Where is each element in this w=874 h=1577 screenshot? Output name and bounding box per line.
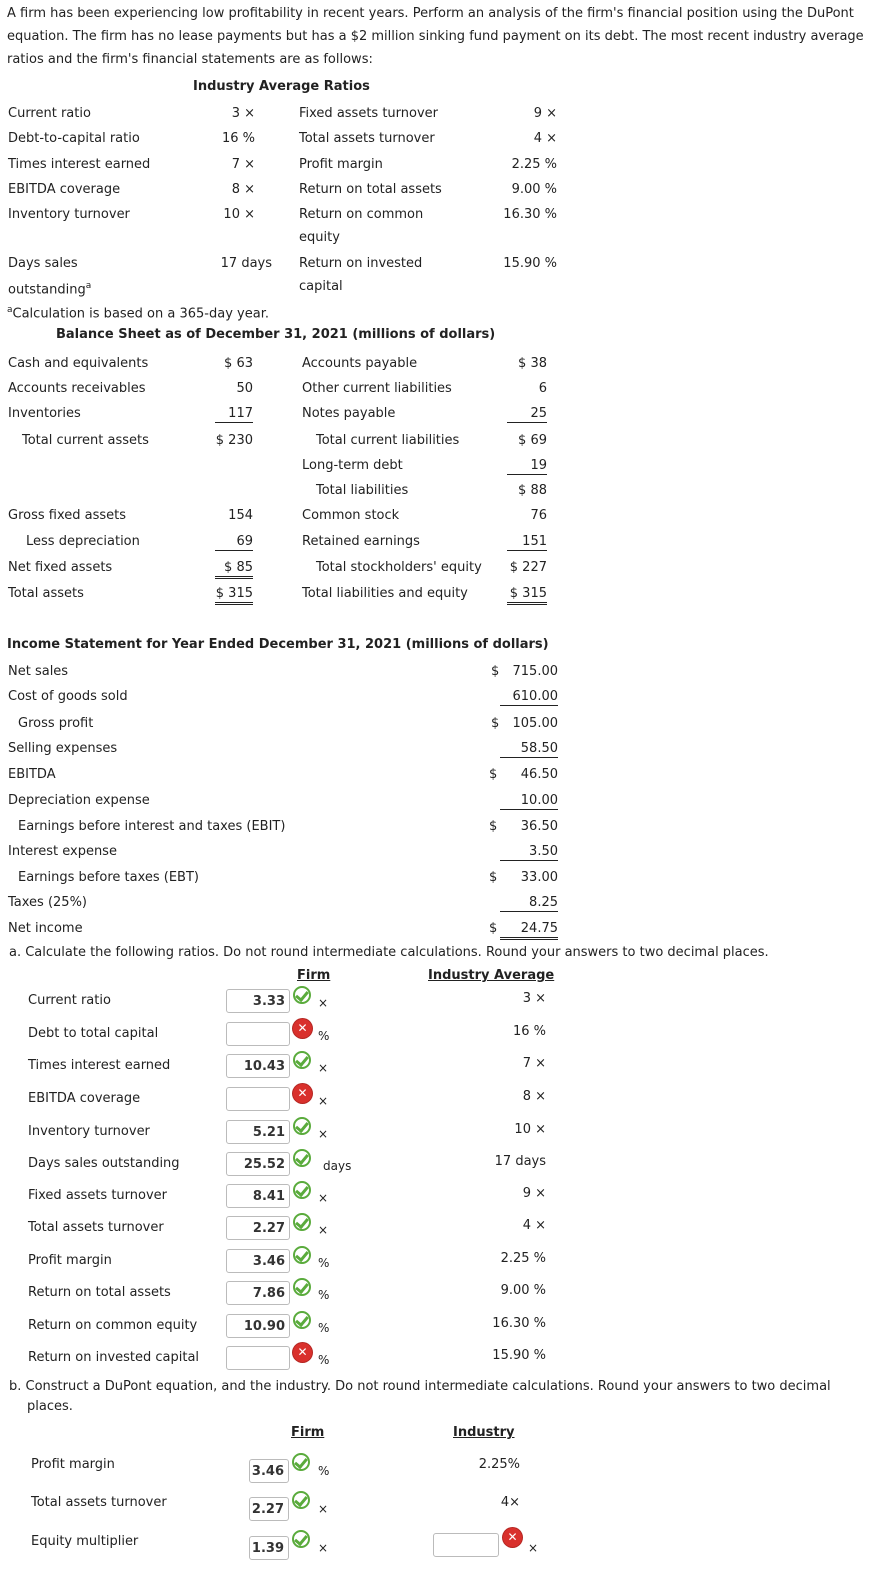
x-circle-icon: ✕ xyxy=(293,1019,312,1038)
balance-asset-value: $ 230 xyxy=(215,433,253,448)
answer-input[interactable]: 3.46 xyxy=(249,1459,289,1483)
balance-liability-label: Total liabilities and equity xyxy=(302,586,468,601)
ratio-value: 9 × xyxy=(533,106,557,121)
industry-value: 4× xyxy=(500,1495,520,1510)
income-row-value: 24.75 xyxy=(500,921,558,940)
industry-average-value: 2.25 % xyxy=(500,1251,546,1266)
balance-liability-label: Retained earnings xyxy=(302,534,420,549)
balance-asset-value: 50 xyxy=(236,381,253,396)
part-a-firm-header: Firm xyxy=(297,968,331,983)
part-a-instruction: a. Calculate the following ratios. Do not round intermediate calculations. Round your answers to two decimal places. xyxy=(9,945,769,960)
income-row-label: Net sales xyxy=(8,664,69,679)
balance-liability-value: $ 69 xyxy=(518,433,547,448)
answer-unit: × xyxy=(318,1191,329,1205)
ratio-label: Days sales xyxy=(8,256,78,271)
part-b-firm-header: Firm xyxy=(291,1425,325,1440)
part-a-industry-header: Industry Average xyxy=(428,968,555,983)
income-statement-title: Income Statement for Year Ended December 31, 2021 (millions of dollars) xyxy=(7,637,549,652)
industry-answer-input[interactable] xyxy=(433,1533,499,1557)
answer-unit: × xyxy=(318,1127,329,1141)
income-row-dollar: $ xyxy=(491,716,500,731)
answer-unit: % xyxy=(318,1321,330,1335)
industry-average-value: 3 × xyxy=(522,991,546,1006)
answer-input[interactable]: 25.52 xyxy=(226,1152,290,1176)
balance-asset-value: 69 xyxy=(215,534,253,551)
industry-value: 2.25% xyxy=(478,1457,520,1472)
answer-unit: × xyxy=(318,1502,329,1516)
income-row-dollar: $ xyxy=(489,870,498,885)
balance-liability-value: 151 xyxy=(507,534,547,551)
balance-liability-value: $ 88 xyxy=(518,483,547,498)
answer-unit: % xyxy=(318,1464,330,1478)
answer-input[interactable]: 8.41 xyxy=(226,1184,290,1208)
income-row-value: 46.50 xyxy=(520,767,558,782)
ratios-footnote: $^a$Calculation is based on a 365-day year. xyxy=(7,305,269,322)
ratio-label: outstanding$^a$ xyxy=(8,281,92,298)
ratio-value: 4 × xyxy=(533,131,557,146)
answer-input[interactable]: 3.46 xyxy=(226,1249,290,1273)
balance-asset-label: Accounts receivables xyxy=(8,381,146,396)
answer-input[interactable]: 2.27 xyxy=(226,1216,290,1240)
income-row-dollar: $ xyxy=(491,664,500,679)
ratio-value: 10 × xyxy=(223,207,255,222)
balance-asset-value: $ 85 xyxy=(215,560,253,579)
check-circle-icon xyxy=(293,986,311,1004)
part-b-row-label: Equity multiplier xyxy=(31,1534,139,1549)
balance-asset-label: Cash and equivalents xyxy=(8,356,149,371)
ratio-value: 17 days xyxy=(220,256,272,271)
ratio-label: Return on invested xyxy=(299,256,423,271)
check-circle-icon xyxy=(293,1311,311,1329)
income-row-value: 3.50 xyxy=(500,844,558,861)
balance-asset-label: Total assets xyxy=(8,586,84,601)
x-circle-icon: ✕ xyxy=(293,1343,312,1362)
income-row-label: Depreciation expense xyxy=(8,793,150,808)
part-a-row-label: Debt to total capital xyxy=(28,1026,159,1041)
answer-input[interactable]: 10.43 xyxy=(226,1054,290,1078)
income-row-value: 105.00 xyxy=(512,716,558,731)
balance-sheet-title: Balance Sheet as of December 31, 2021 (millions of dollars) xyxy=(56,327,496,342)
balance-liability-label: Total current liabilities xyxy=(316,433,460,448)
part-a-row-label: Return on total assets xyxy=(28,1285,171,1300)
balance-liability-label: Long-term debt xyxy=(302,458,403,473)
answer-input[interactable]: 2.27 xyxy=(249,1497,289,1521)
industry-average-value: 4 × xyxy=(522,1218,546,1233)
income-row-value: 33.00 xyxy=(520,870,558,885)
ratio-label: capital xyxy=(299,279,343,294)
x-circle-icon: ✕ xyxy=(503,1528,522,1547)
check-circle-icon xyxy=(293,1213,311,1231)
ratio-label: Return on common xyxy=(299,207,424,222)
part-a-row-label: Return on invested capital xyxy=(28,1350,200,1365)
part-a-row-label: Fixed assets turnover xyxy=(28,1188,168,1203)
part-a-row-label: Days sales outstanding xyxy=(28,1156,180,1171)
answer-unit: days xyxy=(323,1159,352,1173)
income-row-label: EBITDA xyxy=(8,767,56,782)
balance-asset-label: Net fixed assets xyxy=(8,560,113,575)
ratio-value: 9.00 % xyxy=(511,182,557,197)
balance-asset-label: Gross fixed assets xyxy=(8,508,127,523)
balance-asset-label: Total current assets xyxy=(22,433,149,448)
answer-input[interactable] xyxy=(226,1087,290,1111)
balance-liability-value: $ 38 xyxy=(518,356,547,371)
answer-unit: × xyxy=(318,1094,329,1108)
check-circle-icon xyxy=(292,1530,310,1548)
answer-unit: × xyxy=(318,1541,329,1555)
ratio-value: 2.25 % xyxy=(511,157,557,172)
industry-answer-unit: × xyxy=(528,1541,539,1555)
part-a-row-label: Return on common equity xyxy=(28,1318,198,1333)
industry-average-value: 16 % xyxy=(512,1024,546,1039)
check-circle-icon xyxy=(293,1149,311,1167)
ratio-label: Profit margin xyxy=(299,157,383,172)
ratio-value: 3 × xyxy=(231,106,255,121)
ratios-title: Industry Average Ratios xyxy=(193,79,370,94)
answer-unit: × xyxy=(318,1061,329,1075)
industry-average-value: 9 × xyxy=(522,1186,546,1201)
check-circle-icon xyxy=(292,1453,310,1471)
balance-liability-value: 25 xyxy=(507,406,547,423)
ratio-label: equity xyxy=(299,230,340,245)
problem-intro: A firm has been experiencing low profitability in recent years. Perform an analysis of the firm's financial position using the DuPont equation. The firm has no lease payments but has a $2 million sinking fund payment on its debt. The most recent industry average ratios and the firm's financial statements are as follows: xyxy=(7,6,864,67)
part-a-row-label: Inventory turnover xyxy=(28,1124,150,1139)
balance-asset-value: 117 xyxy=(215,406,253,423)
part-b-industry-header: Industry xyxy=(453,1425,515,1440)
answer-input[interactable]: 5.21 xyxy=(226,1120,290,1144)
check-circle-icon xyxy=(293,1051,311,1069)
income-row-value: 36.50 xyxy=(520,819,558,834)
income-row-label: Earnings before interest and taxes (EBIT) xyxy=(18,819,286,834)
industry-average-value: 9.00 % xyxy=(500,1283,546,1298)
income-row-value: 610.00 xyxy=(500,689,558,706)
ratio-label: Current ratio xyxy=(8,106,91,121)
answer-input[interactable]: 1.39 xyxy=(249,1536,289,1560)
balance-liability-label: Accounts payable xyxy=(302,356,418,371)
answer-unit: × xyxy=(318,996,329,1010)
income-row-value: 10.00 xyxy=(500,793,558,810)
check-circle-icon xyxy=(293,1278,311,1296)
balance-liability-value: $ 315 xyxy=(507,586,547,605)
balance-liability-label: Other current liabilities xyxy=(302,381,452,396)
balance-liability-label: Total liabilities xyxy=(316,483,409,498)
check-circle-icon xyxy=(292,1491,310,1509)
ratio-label: Inventory turnover xyxy=(8,207,130,222)
answer-unit: × xyxy=(318,1223,329,1237)
income-row-label: Net income xyxy=(8,921,83,936)
balance-asset-value: $ 315 xyxy=(215,586,253,605)
ratio-label: EBITDA coverage xyxy=(8,182,121,197)
industry-average-value: 17 days xyxy=(494,1154,546,1169)
part-a-row-label: EBITDA coverage xyxy=(28,1091,141,1106)
industry-average-value: 7 × xyxy=(522,1056,546,1071)
industry-average-value: 10 × xyxy=(514,1122,546,1137)
industry-average-value: 16.30 % xyxy=(492,1316,546,1331)
ratio-label: Fixed assets turnover xyxy=(299,106,439,121)
income-row-dollar: $ xyxy=(489,921,498,936)
answer-input[interactable]: 7.86 xyxy=(226,1281,290,1305)
answer-unit: % xyxy=(318,1256,330,1270)
industry-average-value: 8 × xyxy=(522,1089,546,1104)
balance-asset-value: 154 xyxy=(228,508,253,523)
part-b-instruction-line2: places. xyxy=(27,1399,73,1414)
income-row-label: Gross profit xyxy=(18,716,94,731)
part-b-instruction-line1: b. Construct a DuPont equation, and the industry. Do not round intermediate calculations. Round your answers to two decimal xyxy=(9,1379,831,1394)
income-row-value: 58.50 xyxy=(500,741,558,758)
income-row-label: Cost of goods sold xyxy=(8,689,128,704)
part-a-row-label: Total assets turnover xyxy=(28,1220,164,1235)
part-b-row-label: Profit margin xyxy=(31,1457,115,1472)
ratio-value: 7 × xyxy=(231,157,255,172)
balance-liability-value: $ 227 xyxy=(509,560,547,575)
ratio-value: 15.90 % xyxy=(503,256,557,271)
answer-input[interactable]: 10.90 xyxy=(226,1314,290,1338)
answer-input[interactable]: 3.33 xyxy=(226,989,290,1013)
answer-unit: % xyxy=(318,1288,330,1302)
income-row-value: 715.00 xyxy=(512,664,558,679)
balance-asset-label: Inventories xyxy=(8,406,81,421)
x-circle-icon: ✕ xyxy=(293,1084,312,1103)
industry-average-value: 15.90 % xyxy=(492,1348,546,1363)
balance-asset-value: $ 63 xyxy=(224,356,253,371)
check-circle-icon xyxy=(293,1117,311,1135)
ratio-label: Debt-to-capital ratio xyxy=(8,131,140,146)
income-row-value: 8.25 xyxy=(500,895,558,912)
ratio-label: Total assets turnover xyxy=(299,131,435,146)
part-a-row-label: Profit margin xyxy=(28,1253,112,1268)
ratio-value: 16.30 % xyxy=(503,207,557,222)
income-row-label: Interest expense xyxy=(8,844,117,859)
balance-liability-label: Total stockholders' equity xyxy=(316,560,482,575)
balance-liability-value: 6 xyxy=(538,381,547,396)
income-row-label: Selling expenses xyxy=(8,741,118,756)
balance-liability-label: Notes payable xyxy=(302,406,396,421)
ratio-label: Return on total assets xyxy=(299,182,442,197)
balance-liability-label: Common stock xyxy=(302,508,400,523)
balance-liability-value: 76 xyxy=(530,508,547,523)
balance-liability-value: 19 xyxy=(507,458,547,475)
check-circle-icon xyxy=(293,1246,311,1264)
income-row-label: Earnings before taxes (EBT) xyxy=(18,870,199,885)
part-a-row-label: Times interest earned xyxy=(28,1058,171,1073)
answer-unit: % xyxy=(318,1029,330,1043)
answer-input[interactable] xyxy=(226,1346,290,1370)
part-b-row-label: Total assets turnover xyxy=(31,1495,167,1510)
ratio-value: 16 % xyxy=(221,131,255,146)
balance-asset-label: Less depreciation xyxy=(26,534,140,549)
ratio-value: 8 × xyxy=(231,182,255,197)
ratio-label: Times interest earned xyxy=(8,157,151,172)
answer-input[interactable] xyxy=(226,1022,290,1046)
income-row-dollar: $ xyxy=(489,767,498,782)
check-circle-icon xyxy=(293,1181,311,1199)
answer-unit: % xyxy=(318,1353,330,1367)
income-row-dollar: $ xyxy=(489,819,498,834)
income-row-label: Taxes (25%) xyxy=(8,895,87,910)
part-a-row-label: Current ratio xyxy=(28,993,111,1008)
